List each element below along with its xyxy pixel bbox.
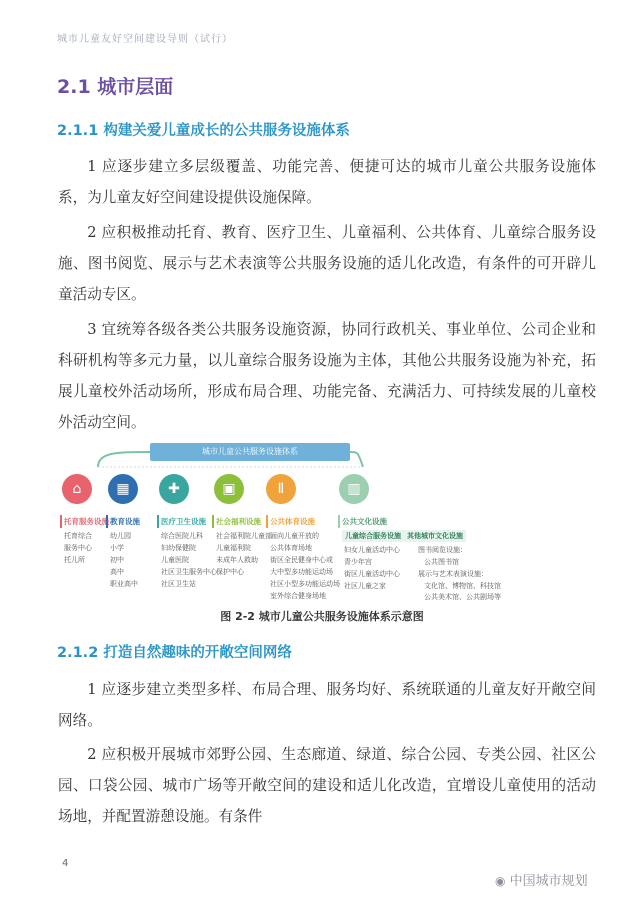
subsection-heading-1: 2.1.1 构建关爱儿童成长的公共服务设施体系 [57,123,350,139]
list-item: 托育综合 [64,532,92,540]
list-item: 社区卫生站 [161,580,196,588]
column-title: 教育设施 [106,515,142,528]
list-item: 公共图书馆 [424,558,459,566]
list-item: 公共体育场地 [270,544,312,552]
list-item: 初中 [110,556,124,564]
running-header: 城市儿童友好空间建设导则（试行） [57,34,233,45]
gate-icon: Ⅱ [266,474,296,504]
school-icon: ▦ [108,474,138,504]
list-item: 幼儿园 [110,532,131,540]
list-item: 综合医院儿科 [161,532,203,540]
figure-caption: 图 2-2 城市儿童公共服务设施体系示意图 [220,610,424,623]
paragraph: 2 应积极推动托育、教育、医疗卫生、儿童福利、公共体育、儿童综合服务设施、图书阅览、展示与艺术表演等公共服务设施的适儿化改造，有条件的可开辟儿童活动专区。 [58,224,596,303]
list-item: 面向儿童开放的 [270,532,319,540]
list-item: 小学 [110,544,124,552]
list-item: 妇幼保健院 [161,544,196,552]
paragraph: 2 应积极开展城市郊野公园、生态廊道、绿道、综合公园、专类公园、社区公园、口袋公园、城市广场等开敞空间的建设和适儿化改造，宜增设儿童使用的活动场地，并配置游憩设施。有条件 [58,746,596,825]
paragraph: 1 应逐步建立多层级覆盖、功能完善、便捷可达的城市儿童公共服务设施体系，为儿童友好空间建设提供设施保障。 [58,158,596,206]
list-item: 保护中心 [216,568,244,576]
list-item: 职业高中 [110,580,138,588]
watermark [495,870,588,889]
list-item: 大中型多功能运动场 [270,568,333,576]
list-item: 公共美术馆、公共剧场等 [424,593,501,601]
list-item: 托儿所 [64,556,85,564]
wechat-icon: ◉ [495,874,506,888]
page-number: 4 [62,858,69,869]
list-item: 社区卫生服务中心 [161,568,217,576]
list-item: 社会福利院儿童部 [216,532,272,540]
culture-sub-title: 其他城市文化设施 [404,530,466,542]
diagram-title: 城市儿童公共服务设施体系 [150,443,350,461]
list-item: 室外综合健身场地 [270,592,326,600]
medical-kit-icon: ✚ [159,474,189,504]
list-item: 社区小型多功能运动场 [270,580,340,588]
list-item: 社区儿童之家 [344,582,386,590]
house-icon: ⌂ [62,474,92,504]
list-item: 街区全民健身中心或 [270,556,333,564]
list-item: 高中 [110,568,124,576]
paragraph: 1 应逐步建立类型多样、布局合理、服务均好、系统联通的儿童友好开敞空间网络。 [58,681,596,729]
list-item: 文化馆、博物馆、科技馆 [424,582,501,590]
culture-sub-title: 儿童综合服务设施 [342,530,404,542]
list-item: 儿童福利院 [216,544,251,552]
facility-system-diagram [58,437,598,602]
paragraph: 3 宜统筹各级各类公共服务设施资源，协同行政机关、事业单位、公司企业和科研机构等多元力量，以儿童综合服务设施为主体，其他公共服务设施为补充，拓展儿童校外活动场所，形成布局合理、功能完备、充满活力、可持续发展的儿童校外活动空间。 [58,321,596,431]
column-title: 托育服务设施 [60,515,111,528]
column-title: 公共体育设施 [266,515,317,528]
book-icon: ▥ [339,474,369,504]
tv-icon: ▣ [214,474,244,504]
section-title: 2.1 城市层面 [57,76,174,98]
list-item: 未成年人救助 [216,556,258,564]
column-title: 公共文化设施 [338,515,389,528]
column-title: 社会福利设施 [212,515,263,528]
list-item: 街区儿童活动中心 [344,570,400,578]
watermark-text: 中国城市规划 [509,874,588,889]
list-item: 展示与艺术表演设施： [418,570,488,578]
list-item: 服务中心 [64,544,92,552]
subsection-heading-2: 2.1.2 打造自然趣味的开敞空间网络 [57,645,292,661]
list-item: 图书阅览设施： [418,546,467,554]
list-item: 青少年宫 [344,558,372,566]
list-item: 妇女儿童活动中心 [344,546,400,554]
list-item: 儿童医院 [161,556,189,564]
column-title: 医疗卫生设施 [157,515,208,528]
